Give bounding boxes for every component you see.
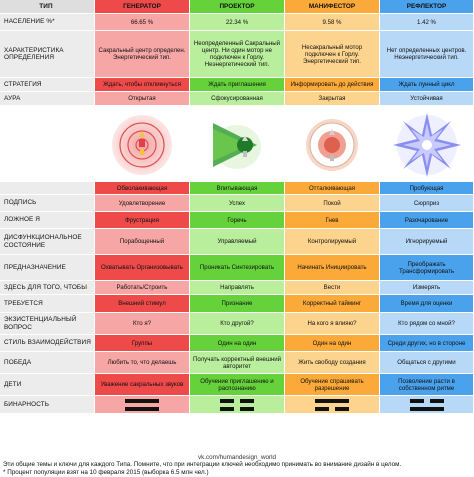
here-to-reflector: Измерять — [380, 281, 474, 295]
signature-projector: Успех — [190, 195, 285, 212]
reflector-aura-icon — [389, 109, 465, 179]
children-reflector: Позволение расти в собственном ритме — [380, 374, 474, 396]
binary-solid-line — [125, 399, 159, 403]
manifestor-aura-icon — [294, 109, 370, 179]
generator-aura-image — [95, 106, 190, 182]
here-to-generator: Работать/Строить — [95, 281, 190, 295]
signature-manifestor: Покой — [285, 195, 380, 212]
binary-solid-line — [315, 399, 349, 403]
not-self-reflector: Разочарование — [380, 212, 474, 229]
dysfunction-generator: Порабощенный — [95, 229, 190, 255]
aura-image-label-spacer — [0, 106, 95, 182]
interaction-manifestor: Один на один — [285, 335, 380, 352]
row-label-aura: АУРА — [0, 92, 95, 106]
header-generator: ГЕНЕРАТОР — [95, 0, 190, 14]
strategy-manifestor: Информировать до действия — [285, 78, 380, 92]
aura-projector: Сфокусированная — [190, 92, 285, 106]
projector-aura-icon — [199, 109, 275, 179]
children-projector: Обучение приглашению и распознанию — [190, 374, 285, 396]
aura-action-manifestor: Отталкивающая — [285, 182, 380, 195]
requires-reflector: Время для оценки — [380, 295, 474, 313]
row-label-requires: ТРЕБУЕТСЯ — [0, 295, 95, 313]
binary-broken-line — [220, 399, 254, 403]
row-label-binary: БИНАРНОСТЬ — [0, 396, 95, 414]
row-label-strategy: СТРАТЕГИЯ — [0, 78, 95, 92]
row-label-question: ЭКЗИСТЕНЦИАЛЬНЫЙ ВОПРОС — [0, 313, 95, 335]
binary-manifestor — [285, 396, 380, 414]
population-projector: 22.34 % — [190, 14, 285, 31]
children-generator: Уважение сакральных звуков — [95, 374, 190, 396]
header-projector: ПРОЕКТОР — [190, 0, 285, 14]
aura-reflector: Устойчивая — [380, 92, 474, 106]
not-self-manifestor: Гнев — [285, 212, 380, 229]
purpose-manifestor: Начинать Инициировать — [285, 255, 380, 281]
question-generator: Кто я? — [95, 313, 190, 335]
definition-manifestor: Несакральный мотор подключен к Горлу. Энергетический тип. — [285, 31, 380, 78]
dysfunction-manifestor: Контролируемый — [285, 229, 380, 255]
strategy-projector: Ждать приглашения — [190, 78, 285, 92]
binary-broken-line — [410, 399, 444, 403]
definition-generator: Сакральный центр определен. Энергетический тип. — [95, 31, 190, 78]
signature-reflector: Сюрприз — [380, 195, 474, 212]
interaction-projector: Один на один — [190, 335, 285, 352]
row-label-here-to: ЗДЕСЬ ДЛЯ ТОГО, ЧТОБЫ — [0, 281, 95, 295]
requires-generator: Внешний стимул — [95, 295, 190, 313]
population-reflector: 1.42 % — [380, 14, 474, 31]
binary-broken-line — [220, 407, 254, 411]
aura-action-reflector: Пробующая — [380, 182, 474, 195]
row-label-victory: ПОБЕДА — [0, 352, 95, 374]
row-label-children: ДЕТИ — [0, 374, 95, 396]
footer — [0, 454, 474, 477]
question-reflector: Кто рядом со мной? — [380, 313, 474, 335]
requires-projector: Признание — [190, 295, 285, 313]
footer-note-line2: * Процент популяции взят на 10 февраля 2015 (выборка 6.5 млн чел.) — [3, 468, 209, 476]
row-label-interaction: СТИЛЬ ВЗАИМОДЕЙСТВИЯ — [0, 335, 95, 352]
dysfunction-reflector: Игнорируемый — [380, 229, 474, 255]
header-manifestor: МАНИФЕСТОР — [285, 0, 380, 14]
manifestor-aura-image — [285, 106, 380, 182]
binary-reflector — [380, 396, 474, 414]
requires-manifestor: Корректный тайминг — [285, 295, 380, 313]
source-link[interactable]: vk.com/humandesign_world — [197, 454, 277, 461]
aura-manifestor: Закрытая — [285, 92, 380, 106]
aura-action-generator: Обволакивающая — [95, 182, 190, 195]
victory-generator: Любить то, что делаешь — [95, 352, 190, 374]
projector-aura-image — [190, 106, 285, 182]
binary-solid-line — [125, 407, 159, 411]
row-label-population: НАСЕЛЕНИЕ %* — [0, 14, 95, 31]
header-reflector: РЕФЛЕКТОР — [380, 0, 474, 14]
here-to-manifestor: Вести — [285, 281, 380, 295]
strategy-reflector: Ждать лунный цикл — [380, 78, 474, 92]
victory-manifestor: Жить свободу создания — [285, 352, 380, 374]
definition-reflector: Нет определенных центров. Неэнергетический тип. — [380, 31, 474, 78]
binary-generator — [95, 396, 190, 414]
aura-action-label-spacer — [0, 182, 95, 195]
victory-projector: Получать корректный внешний авторитет — [190, 352, 285, 374]
purpose-reflector: Преображать Трансформировать — [380, 255, 474, 281]
generator-aura-icon — [104, 109, 180, 179]
not-self-generator: Фрустрация — [95, 212, 190, 229]
row-label-definition: ХАРАКТЕРИСТИКА ОПРЕДЕЛЕНИЯ — [0, 31, 95, 78]
binary-projector — [190, 396, 285, 414]
row-label-not-self: ЛОЖНОЕ Я — [0, 212, 95, 229]
row-label-signature: ПОДПИСЬ — [0, 195, 95, 212]
population-manifestor: 9.58 % — [285, 14, 380, 31]
binary-broken-line — [315, 407, 349, 411]
reflector-aura-image — [380, 106, 474, 182]
aura-generator: Открытая — [95, 92, 190, 106]
interaction-reflector: Среди других, но в стороне — [380, 335, 474, 352]
not-self-projector: Горечь — [190, 212, 285, 229]
binary-solid-line — [410, 407, 444, 411]
population-generator: 66.65 % — [95, 14, 190, 31]
purpose-generator: Охватывать Организовывать — [95, 255, 190, 281]
header-type-label: ТИП — [0, 0, 95, 14]
children-manifestor: Обучение спрашивать разрешение — [285, 374, 380, 396]
definition-projector: Неопределенный Сакральный центр. Ни один мотор не подключен к Горлу. Неэнергетический тип. — [190, 31, 285, 78]
aura-action-projector: Впитывающая — [190, 182, 285, 195]
row-label-purpose: ПРЕДНАЗНАЧЕНИЕ — [0, 255, 95, 281]
signature-generator: Удовлетворение — [95, 195, 190, 212]
question-projector: Кто другой? — [190, 313, 285, 335]
footer-note-line1: Эти общие темы и ключи для каждого Типа. Помните, что при интеграции ключей необходимо принимать во внимание дизайн в целом. — [3, 461, 402, 469]
here-to-projector: Направлять — [190, 281, 285, 295]
question-manifestor: На кого я влияю? — [285, 313, 380, 335]
dysfunction-projector: Управляемый — [190, 229, 285, 255]
purpose-projector: Проникать Синтезировать — [190, 255, 285, 281]
victory-reflector: Общаться с другими — [380, 352, 474, 374]
interaction-generator: Группы — [95, 335, 190, 352]
strategy-generator: Ждать, чтобы откликнуться — [95, 78, 190, 92]
row-label-dysfunction: ДИСФУНКЦИОНАЛЬНОЕ СОСТОЯНИЕ — [0, 229, 95, 255]
